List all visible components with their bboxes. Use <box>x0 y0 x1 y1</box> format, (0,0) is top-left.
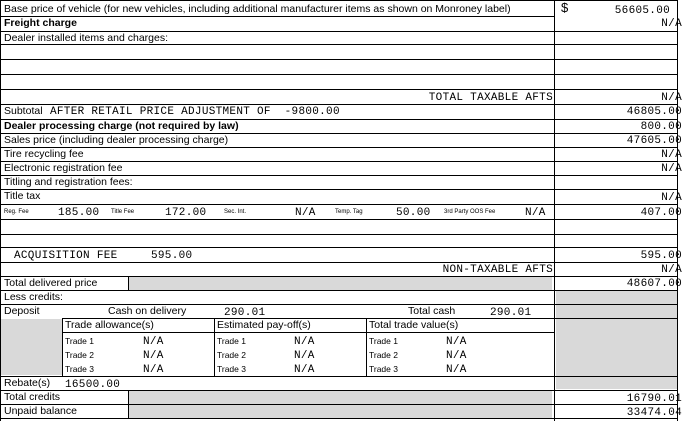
total-trade-trade1-value: N/A <box>446 336 467 348</box>
row-line <box>0 376 678 377</box>
total-credits-value: 16790.01 <box>626 393 682 405</box>
total-taxable-value: N/A <box>661 92 682 104</box>
title-fee-label: Title Fee <box>111 209 135 215</box>
trade-allowance-trade2-value: N/A <box>143 350 164 362</box>
row-line <box>62 332 555 333</box>
tire-fee-value: N/A <box>661 149 682 161</box>
sec-int-value: N/A <box>295 207 316 219</box>
shade-unpaid-balance <box>129 405 552 418</box>
acquisition-fee-label: ACQUISITION FEE <box>14 250 118 262</box>
rebate-value: 16500.00 <box>65 379 121 391</box>
row-line <box>0 74 678 75</box>
total-delivered-label: Total delivered price <box>4 277 98 289</box>
total-trade-trade1-label: Trade 1 <box>369 336 398 346</box>
total-credits-label: Total credits <box>4 391 61 403</box>
base-price-label: Base price of vehicle (for new vehicles, including additional manufacturer items as shown on Monroney label) <box>4 3 511 15</box>
trade-allowance-header: Trade allowance(s) <box>65 319 154 331</box>
sales-price-label: Sales price (including dealer processing charge) <box>4 134 229 146</box>
electronic-fee-label: Electronic registration fee <box>4 162 123 174</box>
estimated-payoff-header: Estimated pay-off(s) <box>217 319 311 331</box>
deposit-label: Deposit <box>4 305 40 317</box>
row-line <box>555 31 678 32</box>
non-taxable-label: NON-TAXABLE AFTS <box>442 264 553 276</box>
title-tax-value: N/A <box>661 192 682 204</box>
tire-fee-label: Tire recycling fee <box>4 148 84 160</box>
shade-total-credits <box>129 391 552 404</box>
less-credits-label: Less credits: <box>4 291 63 303</box>
trade-allowance-trade2-label: Trade 2 <box>65 350 94 360</box>
border-top <box>0 0 678 1</box>
shade-trade-block <box>1 319 62 375</box>
estimated-payoff-trade3-label: Trade 3 <box>217 364 246 374</box>
freight-label: Freight charge <box>4 17 77 29</box>
total-trade-trade3-value: N/A <box>446 364 467 376</box>
temp-tag-value: 50.00 <box>396 207 431 219</box>
total-taxable-label: TOTAL TAXABLE AFTS <box>428 92 553 104</box>
trade-allowance-trade3-value: N/A <box>143 364 164 376</box>
col-line <box>62 318 63 376</box>
row-line <box>0 16 555 17</box>
third-party-label: 3rd Party OOS Fee <box>444 209 496 215</box>
subtotal-value: 46805.00 <box>626 106 682 118</box>
row-line <box>0 418 678 419</box>
unpaid-balance-label: Unpaid balance <box>4 405 77 417</box>
col-line <box>366 318 367 376</box>
acquisition-fee-inline-value: 595.00 <box>151 250 193 262</box>
column-divider <box>554 0 555 421</box>
title-fee-value: 172.00 <box>165 207 207 219</box>
row-line <box>0 276 678 277</box>
dealer-processing-label: Dealer processing charge (not required by law) <box>4 120 239 132</box>
row-line <box>0 219 678 220</box>
trade-allowance-trade1-label: Trade 1 <box>65 336 94 346</box>
estimated-payoff-trade2-label: Trade 2 <box>217 350 246 360</box>
row-line <box>0 104 678 105</box>
shade-right-credits <box>556 291 677 389</box>
non-taxable-value: N/A <box>661 264 682 276</box>
row-line <box>0 290 678 291</box>
total-trade-trade2-label: Trade 2 <box>369 350 398 360</box>
trade-allowance-trade3-label: Trade 3 <box>65 364 94 374</box>
total-trade-trade2-value: N/A <box>446 350 467 362</box>
fees-total-value: 407.00 <box>640 207 682 219</box>
row-line <box>0 404 678 405</box>
row-line <box>0 189 678 190</box>
rebate-label: Rebate(s) <box>4 377 51 389</box>
estimated-payoff-trade3-value: N/A <box>294 364 315 376</box>
col-line <box>128 391 129 419</box>
base-price-value: 56605.00 <box>614 5 670 17</box>
total-trade-value-header: Total trade value(s) <box>369 319 459 331</box>
row-line <box>0 247 678 248</box>
dealer-installed-label: Dealer installed items and charges: <box>4 32 169 44</box>
total-delivered-value: 48607.00 <box>626 278 682 290</box>
cash-on-delivery-value: 290.01 <box>224 307 266 319</box>
row-line <box>0 304 678 305</box>
unpaid-balance-value: 33474.04 <box>626 407 682 419</box>
estimated-payoff-trade2-value: N/A <box>294 350 315 362</box>
col-line <box>128 277 129 291</box>
total-cash-value: 290.01 <box>490 307 532 319</box>
third-party-value: N/A <box>525 207 546 219</box>
estimated-payoff-trade1-label: Trade 1 <box>217 336 246 346</box>
row-line <box>0 234 678 235</box>
total-cash-label: Total cash <box>408 305 456 317</box>
total-trade-trade3-label: Trade 3 <box>369 364 398 374</box>
acquisition-fee-value: 595.00 <box>640 250 682 262</box>
dollar-sign: $ <box>561 0 569 15</box>
reg-fee-value: 185.00 <box>58 207 100 219</box>
row-line <box>0 59 678 60</box>
col-line <box>214 318 215 376</box>
estimated-payoff-trade1-value: N/A <box>294 336 315 348</box>
dealer-processing-value: 800.00 <box>640 121 682 133</box>
electronic-fee-value: N/A <box>661 163 682 175</box>
subtotal-adjustment-note: AFTER RETAIL PRICE ADJUSTMENT OF -9800.00 <box>50 106 340 118</box>
temp-tag-label: Temp. Tag <box>335 209 363 215</box>
trade-allowance-trade1-value: N/A <box>143 336 164 348</box>
sec-int-label: Sec. Int. <box>224 209 247 215</box>
row-line <box>0 204 678 205</box>
row-line <box>0 89 678 90</box>
shade-total-delivered <box>129 277 552 290</box>
titling-fees-label: Titling and registration fees: <box>4 176 133 188</box>
subtotal-label: Subtotal <box>4 105 43 117</box>
row-line <box>0 147 678 148</box>
sales-price-value: 47605.00 <box>626 135 682 147</box>
cash-on-delivery-label: Cash on delivery <box>108 305 187 317</box>
border-left <box>0 0 1 421</box>
title-tax-label: Title tax <box>4 190 41 202</box>
freight-value: N/A <box>661 18 682 30</box>
reg-fee-label: Reg. Fee <box>4 209 29 215</box>
